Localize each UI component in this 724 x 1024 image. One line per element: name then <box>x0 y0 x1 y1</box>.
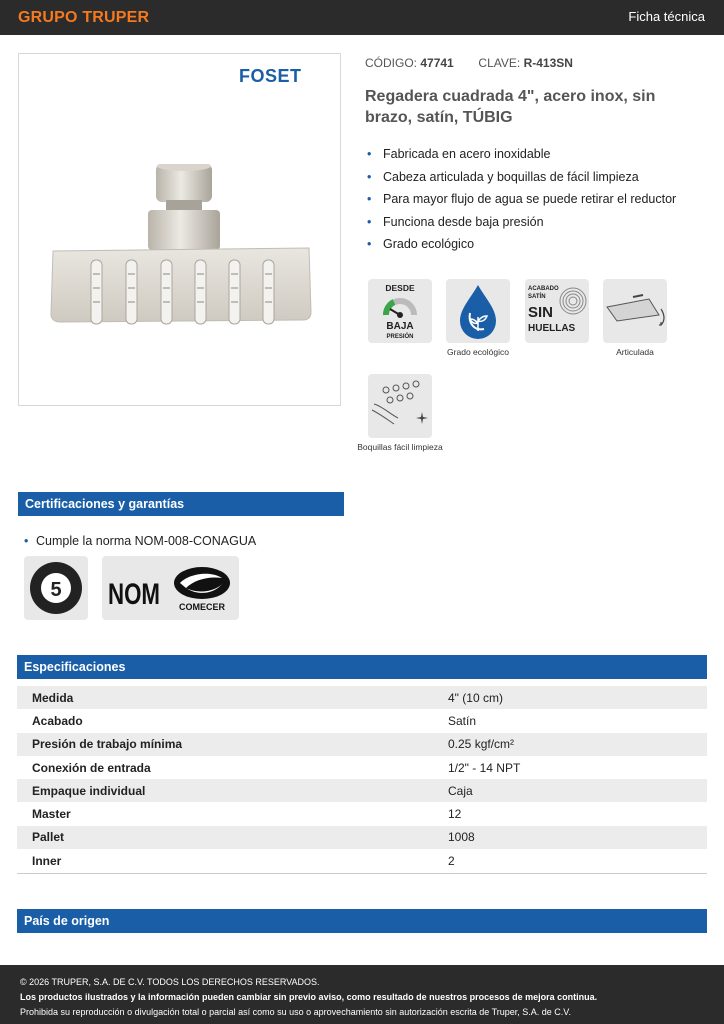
specs-heading: Especificaciones <box>17 655 707 679</box>
svg-text:5: 5 <box>50 579 62 601</box>
codigo-value: 47741 <box>420 56 454 70</box>
feature-item: • Grado ecológico <box>367 237 475 251</box>
certifications-heading: Certificaciones y garantías <box>18 492 344 516</box>
warranty-seal-icon <box>24 556 88 620</box>
feature-item: • Funciona desde baja presión <box>367 214 544 229</box>
svg-text:NOM: NOM <box>108 578 160 611</box>
svg-text:PRESIÓN: PRESIÓN <box>386 334 414 340</box>
svg-text:ACABADO: ACABADO <box>528 286 559 292</box>
table-row: Pallet 1008 <box>17 826 707 849</box>
shower-head-image <box>47 164 313 379</box>
legal-notice: Prohibida su reproducción o divulgación total o parcial así como su uso o aprovechamiento sin autorización escrita de Truper, S.A. de C.V. <box>20 1007 571 1017</box>
divider <box>17 873 707 874</box>
specs-table <box>17 686 707 872</box>
feature-item: • Cabeza articulada y boquillas de fácil limpieza <box>367 169 639 184</box>
table-row: Conexión de entrada 1/2" - 14 NPT <box>32 760 521 775</box>
brand-logo[interactable]: GRUPO TRUPER <box>18 9 150 26</box>
table-row: Master 12 <box>32 807 462 822</box>
doc-type-label: Ficha técnica <box>628 9 705 24</box>
clave-label: CLAVE: <box>478 56 521 70</box>
footer <box>0 965 724 1024</box>
eco-badge <box>446 279 510 343</box>
pressure-gauge-icon <box>368 279 432 343</box>
svg-text:COMECER: COMECER <box>178 602 226 612</box>
nozzles-caption: Boquillas fácil limpieza <box>357 442 443 452</box>
top-bar <box>0 0 724 35</box>
svg-text:BAJA: BAJA <box>386 321 414 332</box>
fingerprint-icon <box>525 279 589 343</box>
articulated-caption: Articulada <box>616 347 654 357</box>
cert-logos-box <box>102 556 239 620</box>
feature-list <box>367 145 676 258</box>
origin-heading: País de origen <box>17 909 707 933</box>
nozzles-badge <box>368 374 432 438</box>
table-row: Empaque individual Caja <box>17 779 707 802</box>
product-codes <box>365 56 573 70</box>
svg-text:SIN: SIN <box>528 304 554 321</box>
warranty-badge <box>24 556 88 620</box>
foset-logo: FOSET <box>239 66 302 86</box>
articulated-badge <box>603 279 667 343</box>
satin-badge <box>525 279 589 343</box>
table-row: Acabado Satín <box>32 713 477 728</box>
table-row: Presión de trabajo mínima 0.25 kgf/cm² <box>17 733 707 756</box>
product-title: Regadera cuadrada 4", acero inox, sin brazo, satín, TÚBIG <box>365 88 656 126</box>
codigo-label: CÓDIGO: <box>365 56 418 70</box>
clave-value: R-413SN <box>523 56 573 70</box>
product-image-box <box>18 53 341 406</box>
feature-item: • Fabricada en acero inoxidable <box>367 147 551 161</box>
svg-text:HUELLAS: HUELLAS <box>528 323 576 334</box>
copyright: © 2026 TRUPER, S.A. DE C.V. TODOS LOS DERECHOS RESERVADOS. <box>20 977 320 987</box>
disclaimer: Los productos ilustrados y la información pueden cambiar sin previo aviso, como resultado de nuestros procesos de mejora continua. <box>20 992 598 1002</box>
water-drop-leaf-icon <box>446 279 510 343</box>
low-pressure-badge <box>368 279 432 343</box>
norm-text: Cumple la norma NOM-008-CONAGUA <box>36 534 257 548</box>
articulated-shower-icon <box>603 279 667 343</box>
table-row: Inner 2 <box>32 853 455 868</box>
eco-caption: Grado ecológico <box>447 347 509 357</box>
svg-text:SATÍN: SATÍN <box>528 294 546 300</box>
norm-line: • Cumple la norma NOM-008-CONAGUA <box>24 534 257 548</box>
nozzles-sparkle-icon <box>368 374 432 438</box>
table-row: Medida 4" (10 cm) <box>17 686 707 709</box>
svg-text:DESDE: DESDE <box>385 283 415 293</box>
nom-comecer-logos <box>102 556 239 620</box>
feature-item: • Para mayor flujo de agua se puede retirar el reductor <box>367 192 677 206</box>
